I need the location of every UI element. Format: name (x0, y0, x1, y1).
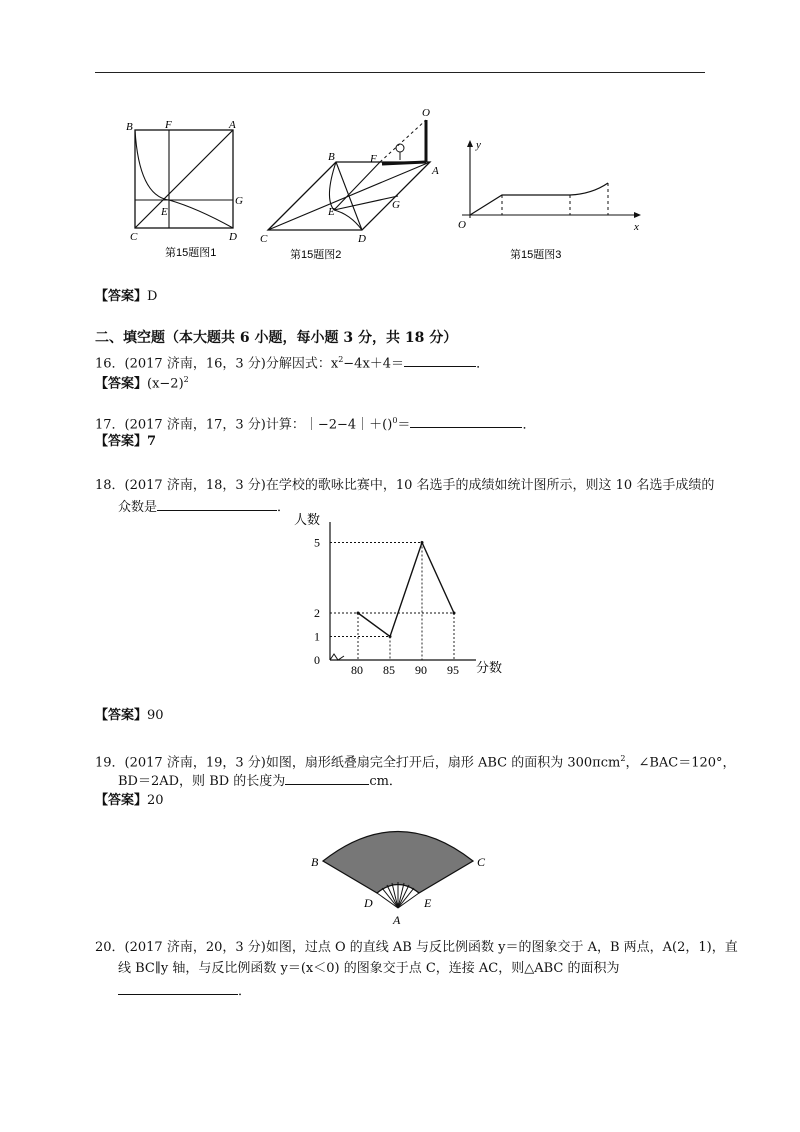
caption-fig2: 第15题图2 (290, 249, 342, 260)
fan-label-d: D (364, 896, 373, 910)
diag-bd (336, 162, 362, 230)
label-g: G (235, 195, 243, 207)
q17-answer: 【答案】7 (95, 434, 157, 449)
arc-be (135, 130, 169, 200)
q18-chart (290, 510, 520, 680)
q20-line1: 20．(2017 济南，20，3 分)如图，过点 O 的直线 AB 与反比例函数 y＝的图象交于 A，B 两点，A(2，1)，直 (95, 940, 738, 955)
figure-15-2 (258, 100, 448, 260)
dashed-sightline (380, 120, 426, 162)
label-e2: E (328, 206, 335, 218)
series-line (358, 543, 454, 637)
fan-label-e: E (424, 896, 432, 910)
fan-label-c: C (477, 855, 486, 869)
q19-line1: 19．(2017 济南，19，3 分)如图，扇形纸叠扇完全打开后，扇形 ABC 的面积为 300πcm$^2$，∠BAC＝120°， (95, 754, 736, 771)
q18-line2: 众数是 ． (118, 496, 290, 518)
chart-ylabel: 人数 (294, 512, 321, 527)
x-tick-90: 90 (415, 663, 427, 677)
label-b2: B (328, 151, 335, 163)
figure-15-1 (125, 118, 260, 258)
label-e: E (161, 206, 168, 218)
figure-15-3 (452, 138, 652, 260)
caption-fig3: 第15题图3 (510, 249, 562, 260)
q18-answer: 【答案】90 (95, 708, 164, 723)
data-point-90 (421, 541, 424, 544)
header-rule (95, 72, 705, 73)
q19-fan-figure (300, 812, 500, 927)
q17-blank (410, 413, 522, 428)
label-c2: C (260, 233, 268, 245)
q15-answer: 【答案】D (95, 289, 158, 304)
label-a2: A (432, 165, 439, 177)
label-a: A (229, 119, 236, 131)
diagonal-ca (135, 130, 233, 228)
fan-label-a: A (393, 913, 401, 927)
section-header: 二、填空题（本大题共 6 小题，每小题 3 分，共 18 分） (95, 330, 458, 346)
data-point-85 (389, 635, 392, 638)
data-point-80 (357, 612, 360, 615)
q20-blank (118, 980, 238, 995)
label-x: x (634, 221, 639, 233)
graph-curve (570, 183, 608, 195)
x-arrow-icon (634, 212, 641, 218)
data-point-95 (453, 612, 456, 615)
y-arrow-icon (467, 140, 473, 147)
label-c: C (130, 231, 138, 243)
x-tick-80: 80 (351, 663, 363, 677)
y-tick-0: 0 (314, 653, 320, 667)
q18-blank (157, 496, 277, 511)
base-bar (382, 162, 426, 164)
label-d2: D (358, 233, 366, 245)
axis-break-icon (330, 654, 344, 660)
label-f2: F (370, 153, 377, 165)
label-g2: G (392, 199, 400, 211)
caption-fig1: 第15题图1 (165, 247, 217, 258)
q20-line3: ． (118, 980, 251, 1002)
q16-blank (404, 352, 476, 367)
y-tick-1: 1 (314, 629, 320, 644)
q19-answer: 【答案】20 (95, 793, 164, 808)
x-tick-95: 95 (447, 663, 459, 677)
q18-line1: 18．(2017 济南，18，3 分)在学校的歌咏比赛中，10 名选手的成绩如统计图所示，则这 10 名选手成绩的 (95, 478, 715, 493)
label-origin: O (458, 219, 466, 231)
label-f: F (165, 119, 172, 131)
arc-ed (169, 200, 233, 228)
q20-line2: 线 BC∥y 轴，与反比例函数 y＝(x＜0) 的图象交于点 C，连接 AC，则△ABC 的面积为 (118, 961, 620, 976)
q17-text: 17．(2017 济南，17，3 分)计算：｜−2−4｜＋()$^0$＝ ． (95, 411, 535, 435)
label-d: D (229, 231, 237, 243)
fan-label-b: B (311, 855, 319, 869)
chart-xlabel: 分数 (476, 660, 503, 675)
q19-line2: BD＝2AD，则 BD 的长度为 cm． (118, 770, 402, 792)
graph-segment (470, 195, 570, 215)
x-tick-85: 85 (383, 663, 395, 677)
label-o: O (422, 107, 430, 119)
label-y: y (476, 139, 481, 151)
q16-answer: 【答案】$(x-2)^2$ (95, 375, 189, 392)
q19-blank (285, 770, 369, 785)
q16-text: 16．(2017 济南，16，3 分)分解因式：$x^2-4x+4=$ ． (95, 350, 489, 374)
label-b: B (126, 121, 133, 133)
y-tick-5: 5 (314, 535, 320, 550)
y-tick-2: 2 (314, 606, 320, 620)
person-head-icon (396, 144, 404, 152)
